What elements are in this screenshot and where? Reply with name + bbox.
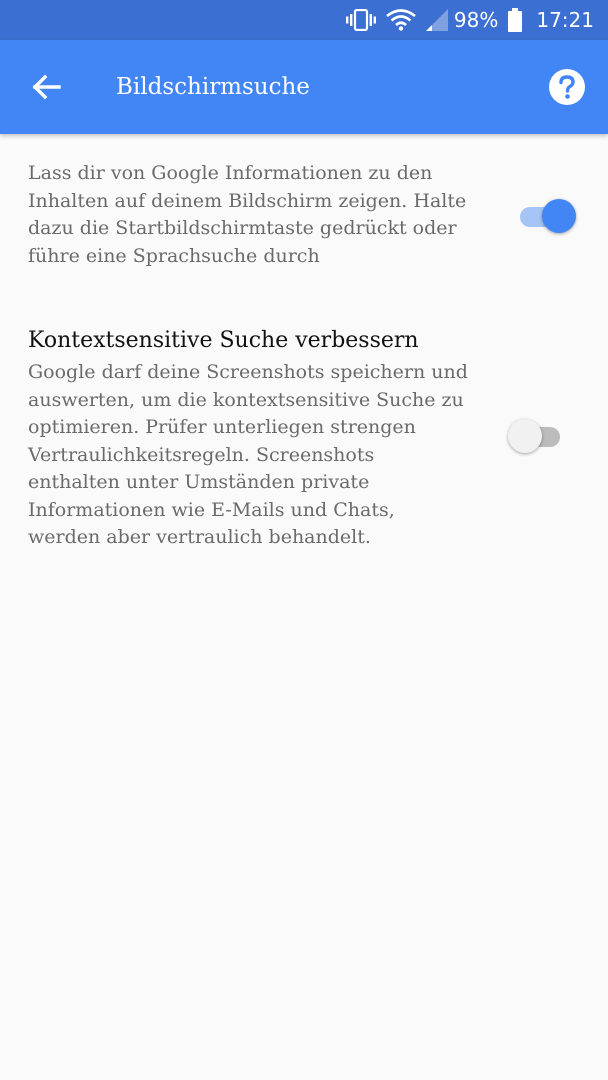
wifi-icon	[386, 9, 416, 31]
toggle-thumb	[542, 199, 576, 233]
status-bar	[0, 0, 608, 40]
page-title: Bildschirmsuche	[116, 74, 310, 100]
context-search-description: Google darf deine Screenshots speichern und auswerten, um die kontextsensitive Suche zu optimieren. Prüfer unterliegen strengen Vertraulichkeitsregeln. Screenshots enthalten unter Umständen private Informationen wie E-Mails und Chats, werden aber vertraulich behandelt.	[28, 361, 468, 548]
clock: 17:21	[536, 8, 594, 32]
screen-search-setting	[28, 160, 468, 270]
screen-search-toggle[interactable]	[520, 197, 566, 237]
context-search-toggle[interactable]	[516, 417, 562, 457]
vibrate-icon	[346, 9, 376, 31]
context-search-title: Kontextsensitive Suche verbessern	[28, 328, 419, 353]
context-search-setting	[28, 325, 468, 552]
help-icon[interactable]	[548, 68, 586, 106]
arrow-back-icon[interactable]	[28, 69, 64, 105]
app-bar	[0, 40, 608, 134]
toggle-thumb	[508, 419, 542, 453]
screen-search-description: Lass dir von Google Informationen zu den Inhalten auf deinem Bildschirm zeigen. Halte dazu die Startbildschirmtaste gedrückt oder führe eine Sprachsuche durch	[28, 162, 467, 267]
signal-icon	[426, 9, 448, 31]
battery-percent: 98%	[453, 8, 499, 32]
battery-icon	[508, 8, 522, 32]
